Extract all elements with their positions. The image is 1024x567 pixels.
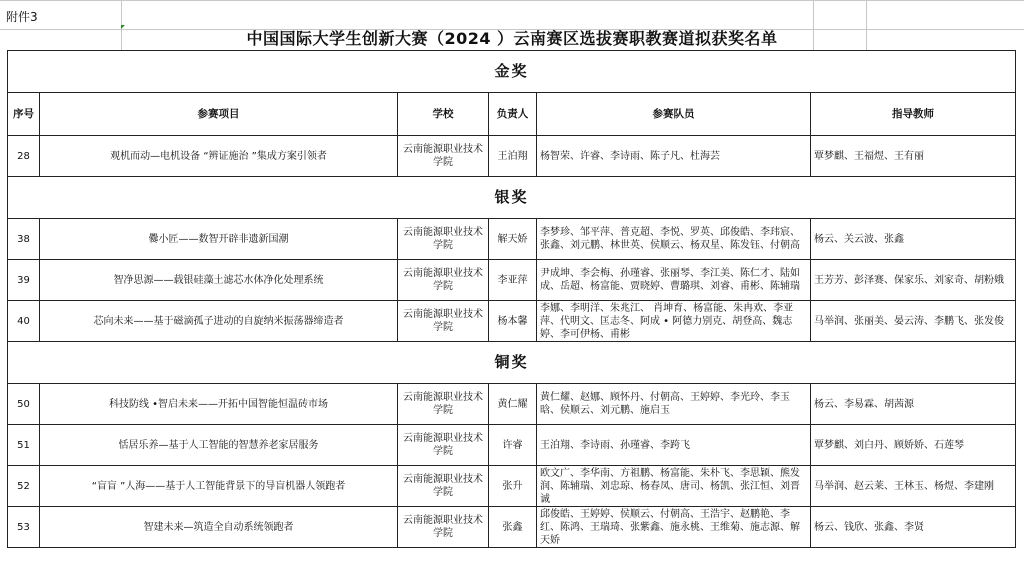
row-leader: 张升 xyxy=(489,466,537,507)
section-header-bronze xyxy=(8,342,1016,384)
row-team: 李梦珍、邹平萍、普克超、李悦、罗英、邱俊皓、李玮宸、张鑫、刘元鹏、林世英、侯顺云、杨双星、陈发钰、付朝高 xyxy=(537,219,811,260)
row-school: 云南能源职业技术学院 xyxy=(398,301,489,342)
row-school: 云南能源职业技术学院 xyxy=(398,425,489,466)
row-project: 智建未来—筑造全自动系统领跑者 xyxy=(40,507,398,548)
section-title: 银奖 xyxy=(8,177,1016,219)
table-row xyxy=(8,260,1016,301)
table-row xyxy=(8,301,1016,342)
section-header-gold xyxy=(8,51,1016,93)
row-no: 50 xyxy=(8,384,40,425)
table-row xyxy=(8,384,1016,425)
header-team: 参赛队员 xyxy=(537,93,811,136)
row-project: 观机而动—电机设备 “辨证施治 ”集成方案引领者 xyxy=(40,136,398,177)
row-advisor: 杨云、李易霖、胡茜源 xyxy=(811,384,1016,425)
row-leader: 解天娇 xyxy=(489,219,537,260)
row-no: 52 xyxy=(8,466,40,507)
row-project: 智净思源——载银硅藻土滤芯水体净化处理系统 xyxy=(40,260,398,301)
row-school: 云南能源职业技术学院 xyxy=(398,507,489,548)
header-project: 参赛项目 xyxy=(40,93,398,136)
row-school: 云南能源职业技术学院 xyxy=(398,136,489,177)
row-advisor: 马举润、张丽美、晏云涛、李鹏飞、张发俊 xyxy=(811,301,1016,342)
row-advisor: 王芳芳、彭泽赛、保家乐、刘家奇、胡粉娥 xyxy=(811,260,1016,301)
row-school: 云南能源职业技术学院 xyxy=(398,219,489,260)
row-leader: 杨本馨 xyxy=(489,301,537,342)
row-no: 38 xyxy=(8,219,40,260)
row-leader: 黄仁耀 xyxy=(489,384,537,425)
section-header-silver xyxy=(8,177,1016,219)
row-team: 王泊翔、李诗雨、孙瑾睿、李跨飞 xyxy=(537,425,811,466)
row-team: 杨智荣、许睿、李诗雨、陈子凡、杜海芸 xyxy=(537,136,811,177)
column-headers xyxy=(8,93,1016,136)
header-no: 序号 xyxy=(8,93,40,136)
row-project: 爨小匠——数智开辟非遗新国潮 xyxy=(40,219,398,260)
page-title: 中国国际大学生创新大赛（2024 ）云南赛区选拔赛职教赛道拟获奖名单 xyxy=(246,29,778,48)
row-leader: 王泊翔 xyxy=(489,136,537,177)
header-advisor: 指导教师 xyxy=(811,93,1016,136)
header-school: 学校 xyxy=(398,93,489,136)
section-title: 金奖 xyxy=(8,51,1016,93)
header-leader: 负责人 xyxy=(489,93,537,136)
row-advisor: 覃梦麒、刘白丹、顾娇娇、石莲琴 xyxy=(811,425,1016,466)
row-no: 51 xyxy=(8,425,40,466)
table-row xyxy=(8,466,1016,507)
table-row xyxy=(8,136,1016,177)
spreadsheet-grid-top xyxy=(0,0,1024,30)
row-leader: 李亚萍 xyxy=(489,260,537,301)
row-no: 53 xyxy=(8,507,40,548)
row-advisor: 杨云、钱欣、张鑫、李贤 xyxy=(811,507,1016,548)
row-team: 尹成坤、李会梅、孙瑾睿、张丽琴、李江美、陈仁才、陆如成、岳超、杨富能、贾晓婷、曹璐琪、刘睿、甫彬、陈辅瑞 xyxy=(537,260,811,301)
row-school: 云南能源职业技术学院 xyxy=(398,384,489,425)
row-leader: 张鑫 xyxy=(489,507,537,548)
row-no: 28 xyxy=(8,136,40,177)
section-title: 铜奖 xyxy=(8,342,1016,384)
row-leader: 许睿 xyxy=(489,425,537,466)
row-project: 芯向未来——基于磁滴孤子进动的自旋纳米振荡器缔造者 xyxy=(40,301,398,342)
row-project: 恬居乐养—基于人工智能的智慧养老家居服务 xyxy=(40,425,398,466)
row-team: 欧文广、李华南、方祖鹏、杨富能、朱朴飞、李思颖、熊发润、陈辅瑞、刘忠琼、杨春凤、唐司、杨凯、张江恒、刘晋诚 xyxy=(537,466,811,507)
row-project: 科技防线 •智启未来——开拓中国智能恒温砖市场 xyxy=(40,384,398,425)
row-school: 云南能源职业技术学院 xyxy=(398,260,489,301)
table-row xyxy=(8,425,1016,466)
row-team: 邱俊皓、王婷婷、侯顺云、付朝高、王浩宇、赵鹏艳、李红、陈鸿、王瑞琦、张紫鑫、施永桃、王维菊、施志源、解天娇 xyxy=(537,507,811,548)
row-team: 黄仁耀、赵娜、顾怀丹、付朝高、王婷婷、李光玲、李玉晗、侯顺云、刘元鹏、施启玉 xyxy=(537,384,811,425)
row-team: 李娜、李明洋、朱兆江、 肖坤育、杨富能、朱冉欢、李亚萍、代明文、匡志冬、阿成 • 阿德力别克、胡登高、魏志婷、李可伊杨、甫彬 xyxy=(537,301,811,342)
row-advisor: 杨云、关云波、张鑫 xyxy=(811,219,1016,260)
attachment-label: 附件3 xyxy=(6,10,38,24)
row-no: 39 xyxy=(8,260,40,301)
award-table xyxy=(7,50,1016,548)
row-no: 40 xyxy=(8,301,40,342)
table-row xyxy=(8,219,1016,260)
table-row xyxy=(8,507,1016,548)
row-advisor: 覃梦麒、王福煜、王有丽 xyxy=(811,136,1016,177)
grid-line xyxy=(0,0,1024,1)
row-advisor: 马举润、赵云莱、王林玉、杨煜、李建刚 xyxy=(811,466,1016,507)
row-project: “盲盲 ”人海——基于人工智能背景下的导盲机器人领跑者 xyxy=(40,466,398,507)
row-school: 云南能源职业技术学院 xyxy=(398,466,489,507)
